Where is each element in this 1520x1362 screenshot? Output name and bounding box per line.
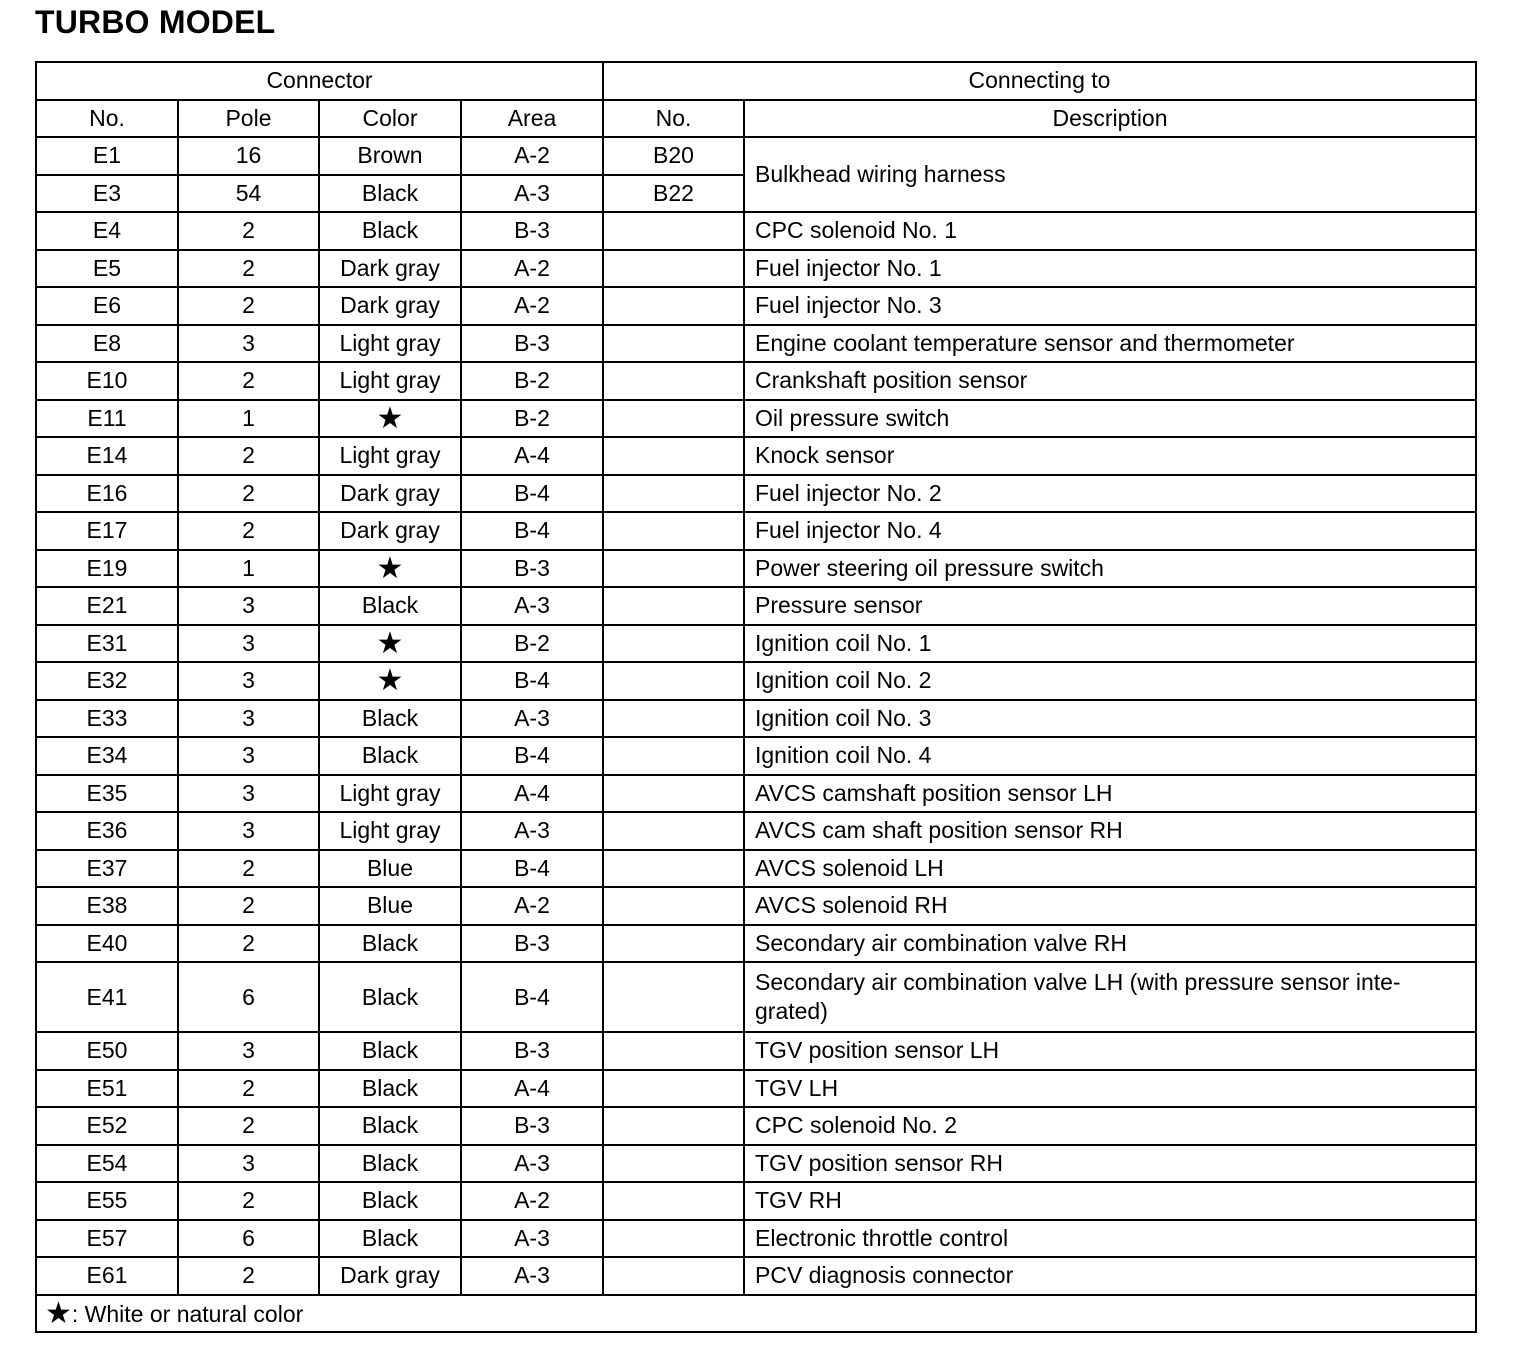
cell-area: B-3 — [461, 1107, 603, 1145]
cell-to-no — [603, 362, 744, 400]
cell-pole: 2 — [178, 512, 319, 550]
cell-pole: 2 — [178, 1257, 319, 1295]
table-row — [36, 587, 1476, 625]
cell-area: B-4 — [461, 737, 603, 775]
cell-no: E35 — [36, 775, 178, 813]
cell-color: Black — [319, 587, 461, 625]
cell-to-no — [603, 1182, 744, 1220]
column-header-pole: Pole — [178, 100, 319, 138]
cell-description: Power steering oil pressure switch — [744, 550, 1476, 588]
cell-color: Dark gray — [319, 512, 461, 550]
cell-area: A-3 — [461, 175, 603, 213]
cell-no: E8 — [36, 325, 178, 363]
cell-no: E14 — [36, 437, 178, 475]
cell-no: E1 — [36, 137, 178, 175]
cell-description: AVCS solenoid LH — [744, 850, 1476, 888]
cell-no: E52 — [36, 1107, 178, 1145]
cell-to-no — [603, 1070, 744, 1108]
cell-pole: 3 — [178, 775, 319, 813]
footnote-text: : White or natural color — [71, 1300, 304, 1327]
cell-area: A-4 — [461, 775, 603, 813]
cell-to-no — [603, 850, 744, 888]
cell-to-no — [603, 1032, 744, 1070]
cell-color — [319, 625, 461, 663]
cell-area: A-3 — [461, 812, 603, 850]
cell-no: E3 — [36, 175, 178, 213]
cell-to-no — [603, 962, 744, 1032]
cell-color: Light gray — [319, 775, 461, 813]
table-row — [36, 812, 1476, 850]
cell-color: Black — [319, 1220, 461, 1258]
cell-no: E51 — [36, 1070, 178, 1108]
cell-to-no — [603, 287, 744, 325]
cell-color: Black — [319, 1145, 461, 1183]
cell-pole: 2 — [178, 1107, 319, 1145]
cell-color: Dark gray — [319, 250, 461, 288]
cell-no: E21 — [36, 587, 178, 625]
cell-color: Light gray — [319, 325, 461, 363]
cell-no: E54 — [36, 1145, 178, 1183]
page-title: TURBO MODEL — [35, 4, 276, 40]
table-row — [36, 925, 1476, 963]
cell-description: Engine coolant temperature sensor and thermometer — [744, 325, 1476, 363]
cell-no: E36 — [36, 812, 178, 850]
cell-area: B-4 — [461, 662, 603, 700]
cell-to-no — [603, 1107, 744, 1145]
cell-area: B-2 — [461, 625, 603, 663]
cell-to-no — [603, 1220, 744, 1258]
cell-color — [319, 662, 461, 700]
cell-to-no — [603, 925, 744, 963]
cell-area: B-3 — [461, 212, 603, 250]
table-row — [36, 287, 1476, 325]
cell-description: CPC solenoid No. 1 — [744, 212, 1476, 250]
cell-area: A-2 — [461, 887, 603, 925]
cell-to-no — [603, 475, 744, 513]
cell-to-no — [603, 1257, 744, 1295]
cell-color: Black — [319, 1070, 461, 1108]
table-row — [36, 662, 1476, 700]
cell-to-no — [603, 212, 744, 250]
cell-pole: 3 — [178, 812, 319, 850]
cell-no: E57 — [36, 1220, 178, 1258]
table-row — [36, 625, 1476, 663]
group-header-row — [36, 62, 1476, 100]
column-header-no: No. — [36, 100, 178, 138]
cell-pole: 2 — [178, 1070, 319, 1108]
cell-to-no: B20 — [603, 137, 744, 175]
table-row — [36, 775, 1476, 813]
cell-no: E4 — [36, 212, 178, 250]
cell-to-no: B22 — [603, 175, 744, 213]
table-row — [36, 325, 1476, 363]
cell-to-no — [603, 625, 744, 663]
cell-no: E6 — [36, 287, 178, 325]
cell-description: Ignition coil No. 2 — [744, 662, 1476, 700]
cell-description: Ignition coil No. 1 — [744, 625, 1476, 663]
cell-area: A-2 — [461, 137, 603, 175]
table-row — [36, 850, 1476, 888]
cell-no: E5 — [36, 250, 178, 288]
cell-pole: 2 — [178, 850, 319, 888]
cell-color: Black — [319, 1107, 461, 1145]
table-row — [36, 962, 1476, 1032]
cell-no: E32 — [36, 662, 178, 700]
cell-area: B-3 — [461, 325, 603, 363]
cell-color: Dark gray — [319, 475, 461, 513]
cell-pole: 16 — [178, 137, 319, 175]
cell-description: Pressure sensor — [744, 587, 1476, 625]
cell-color: Light gray — [319, 437, 461, 475]
table-row — [36, 1107, 1476, 1145]
cell-to-no — [603, 700, 744, 738]
cell-area: A-2 — [461, 250, 603, 288]
column-header-area: Area — [461, 100, 603, 138]
cell-to-no — [603, 887, 744, 925]
table-row — [36, 550, 1476, 588]
cell-color — [319, 550, 461, 588]
cell-color: Light gray — [319, 812, 461, 850]
cell-no: E11 — [36, 400, 178, 438]
cell-description: AVCS solenoid RH — [744, 887, 1476, 925]
cell-color: Light gray — [319, 362, 461, 400]
cell-area: B-4 — [461, 512, 603, 550]
cell-description: Oil pressure switch — [744, 400, 1476, 438]
cell-to-no — [603, 512, 744, 550]
cell-pole: 3 — [178, 700, 319, 738]
star-icon: ★ — [376, 401, 404, 435]
cell-to-no — [603, 812, 744, 850]
cell-description: AVCS camshaft position sensor LH — [744, 775, 1476, 813]
cell-description: Secondary air combination valve RH — [744, 925, 1476, 963]
table-row — [36, 250, 1476, 288]
cell-to-no — [603, 587, 744, 625]
star-icon: ★ — [376, 551, 404, 585]
cell-description: TGV LH — [744, 1070, 1476, 1108]
cell-description: Knock sensor — [744, 437, 1476, 475]
header-connecting-to: Connecting to — [603, 62, 1476, 100]
cell-color: Dark gray — [319, 287, 461, 325]
cell-pole: 2 — [178, 212, 319, 250]
cell-description: TGV position sensor RH — [744, 1145, 1476, 1183]
cell-color: Dark gray — [319, 1257, 461, 1295]
connector-table — [35, 61, 1477, 1333]
star-icon: ★ — [376, 626, 404, 660]
cell-description: Ignition coil No. 4 — [744, 737, 1476, 775]
cell-to-no — [603, 737, 744, 775]
column-header-row — [36, 100, 1476, 138]
cell-color: Black — [319, 212, 461, 250]
table-row — [36, 700, 1476, 738]
cell-to-no — [603, 550, 744, 588]
table-row — [36, 400, 1476, 438]
cell-to-no — [603, 662, 744, 700]
cell-no: E55 — [36, 1182, 178, 1220]
table-row — [36, 362, 1476, 400]
cell-to-no — [603, 775, 744, 813]
cell-pole: 2 — [178, 250, 319, 288]
cell-area: A-3 — [461, 700, 603, 738]
cell-area: A-2 — [461, 287, 603, 325]
cell-area: A-3 — [461, 1145, 603, 1183]
table-row — [36, 887, 1476, 925]
cell-pole: 1 — [178, 550, 319, 588]
table-row — [36, 475, 1476, 513]
cell-color: Black — [319, 700, 461, 738]
cell-description: TGV RH — [744, 1182, 1476, 1220]
cell-area: B-2 — [461, 400, 603, 438]
cell-area: A-4 — [461, 1070, 603, 1108]
table-row — [36, 1220, 1476, 1258]
cell-color: Black — [319, 1032, 461, 1070]
cell-pole: 2 — [178, 1182, 319, 1220]
cell-no: E19 — [36, 550, 178, 588]
cell-no: E17 — [36, 512, 178, 550]
cell-description: Crankshaft position sensor — [744, 362, 1476, 400]
cell-no: E16 — [36, 475, 178, 513]
cell-no: E38 — [36, 887, 178, 925]
cell-no: E33 — [36, 700, 178, 738]
column-header-to-no: No. — [603, 100, 744, 138]
cell-description: Fuel injector No. 2 — [744, 475, 1476, 513]
cell-no: E50 — [36, 1032, 178, 1070]
cell-area: B-3 — [461, 550, 603, 588]
star-icon: ★ — [376, 664, 404, 698]
cell-color: Black — [319, 962, 461, 1032]
cell-description: Bulkhead wiring harness — [744, 137, 1476, 212]
table-row — [36, 512, 1476, 550]
cell-pole: 2 — [178, 887, 319, 925]
cell-color — [319, 400, 461, 438]
cell-color: Blue — [319, 887, 461, 925]
cell-pole: 54 — [178, 175, 319, 213]
cell-description: Fuel injector No. 4 — [744, 512, 1476, 550]
cell-area: A-4 — [461, 437, 603, 475]
cell-to-no — [603, 250, 744, 288]
table-row — [36, 1145, 1476, 1183]
cell-area: A-2 — [461, 1182, 603, 1220]
cell-no: E10 — [36, 362, 178, 400]
table-row — [36, 437, 1476, 475]
cell-description: Fuel injector No. 3 — [744, 287, 1476, 325]
cell-description: CPC solenoid No. 2 — [744, 1107, 1476, 1145]
cell-pole: 2 — [178, 287, 319, 325]
cell-description: PCV diagnosis connector — [744, 1257, 1476, 1295]
table-row — [36, 1032, 1476, 1070]
table-row — [36, 1070, 1476, 1108]
star-icon: ★ — [45, 1296, 72, 1330]
footnote-row — [36, 1295, 1476, 1333]
cell-area: B-3 — [461, 1032, 603, 1070]
cell-color: Blue — [319, 850, 461, 888]
cell-no: E37 — [36, 850, 178, 888]
cell-pole: 3 — [178, 737, 319, 775]
cell-description: AVCS cam shaft position sensor RH — [744, 812, 1476, 850]
cell-pole: 2 — [178, 437, 319, 475]
cell-no: E40 — [36, 925, 178, 963]
cell-pole: 3 — [178, 1145, 319, 1183]
cell-to-no — [603, 1145, 744, 1183]
cell-area: B-4 — [461, 475, 603, 513]
footnote — [36, 1295, 1476, 1333]
cell-area: A-3 — [461, 1220, 603, 1258]
cell-color: Black — [319, 1182, 461, 1220]
cell-color: Black — [319, 737, 461, 775]
cell-pole: 2 — [178, 475, 319, 513]
column-header-description: Description — [744, 100, 1476, 138]
table-row — [36, 1182, 1476, 1220]
cell-no: E31 — [36, 625, 178, 663]
cell-no: E41 — [36, 962, 178, 1032]
cell-area: B-4 — [461, 850, 603, 888]
cell-pole: 1 — [178, 400, 319, 438]
cell-area: B-2 — [461, 362, 603, 400]
table-row — [36, 737, 1476, 775]
cell-area: B-3 — [461, 925, 603, 963]
cell-pole: 3 — [178, 587, 319, 625]
cell-color: Black — [319, 925, 461, 963]
cell-to-no — [603, 400, 744, 438]
cell-area: A-3 — [461, 587, 603, 625]
cell-area: A-3 — [461, 1257, 603, 1295]
header-connector: Connector — [36, 62, 603, 100]
cell-pole: 3 — [178, 325, 319, 363]
cell-description: Ignition coil No. 3 — [744, 700, 1476, 738]
cell-area: B-4 — [461, 962, 603, 1032]
cell-no: E34 — [36, 737, 178, 775]
table-row — [36, 212, 1476, 250]
cell-pole: 6 — [178, 1220, 319, 1258]
cell-pole: 3 — [178, 625, 319, 663]
cell-description: Secondary air combination valve LH (with pressure sensor inte-grated) — [744, 962, 1476, 1032]
cell-color: Black — [319, 175, 461, 213]
cell-pole: 2 — [178, 925, 319, 963]
cell-description: TGV position sensor LH — [744, 1032, 1476, 1070]
column-header-color: Color — [319, 100, 461, 138]
cell-no: E61 — [36, 1257, 178, 1295]
cell-pole: 3 — [178, 662, 319, 700]
table-row — [36, 1257, 1476, 1295]
cell-pole: 6 — [178, 962, 319, 1032]
cell-to-no — [603, 437, 744, 475]
cell-description: Fuel injector No. 1 — [744, 250, 1476, 288]
table-row — [36, 137, 1476, 175]
cell-to-no — [603, 325, 744, 363]
cell-color: Brown — [319, 137, 461, 175]
cell-description: Electronic throttle control — [744, 1220, 1476, 1258]
cell-pole: 2 — [178, 362, 319, 400]
cell-pole: 3 — [178, 1032, 319, 1070]
